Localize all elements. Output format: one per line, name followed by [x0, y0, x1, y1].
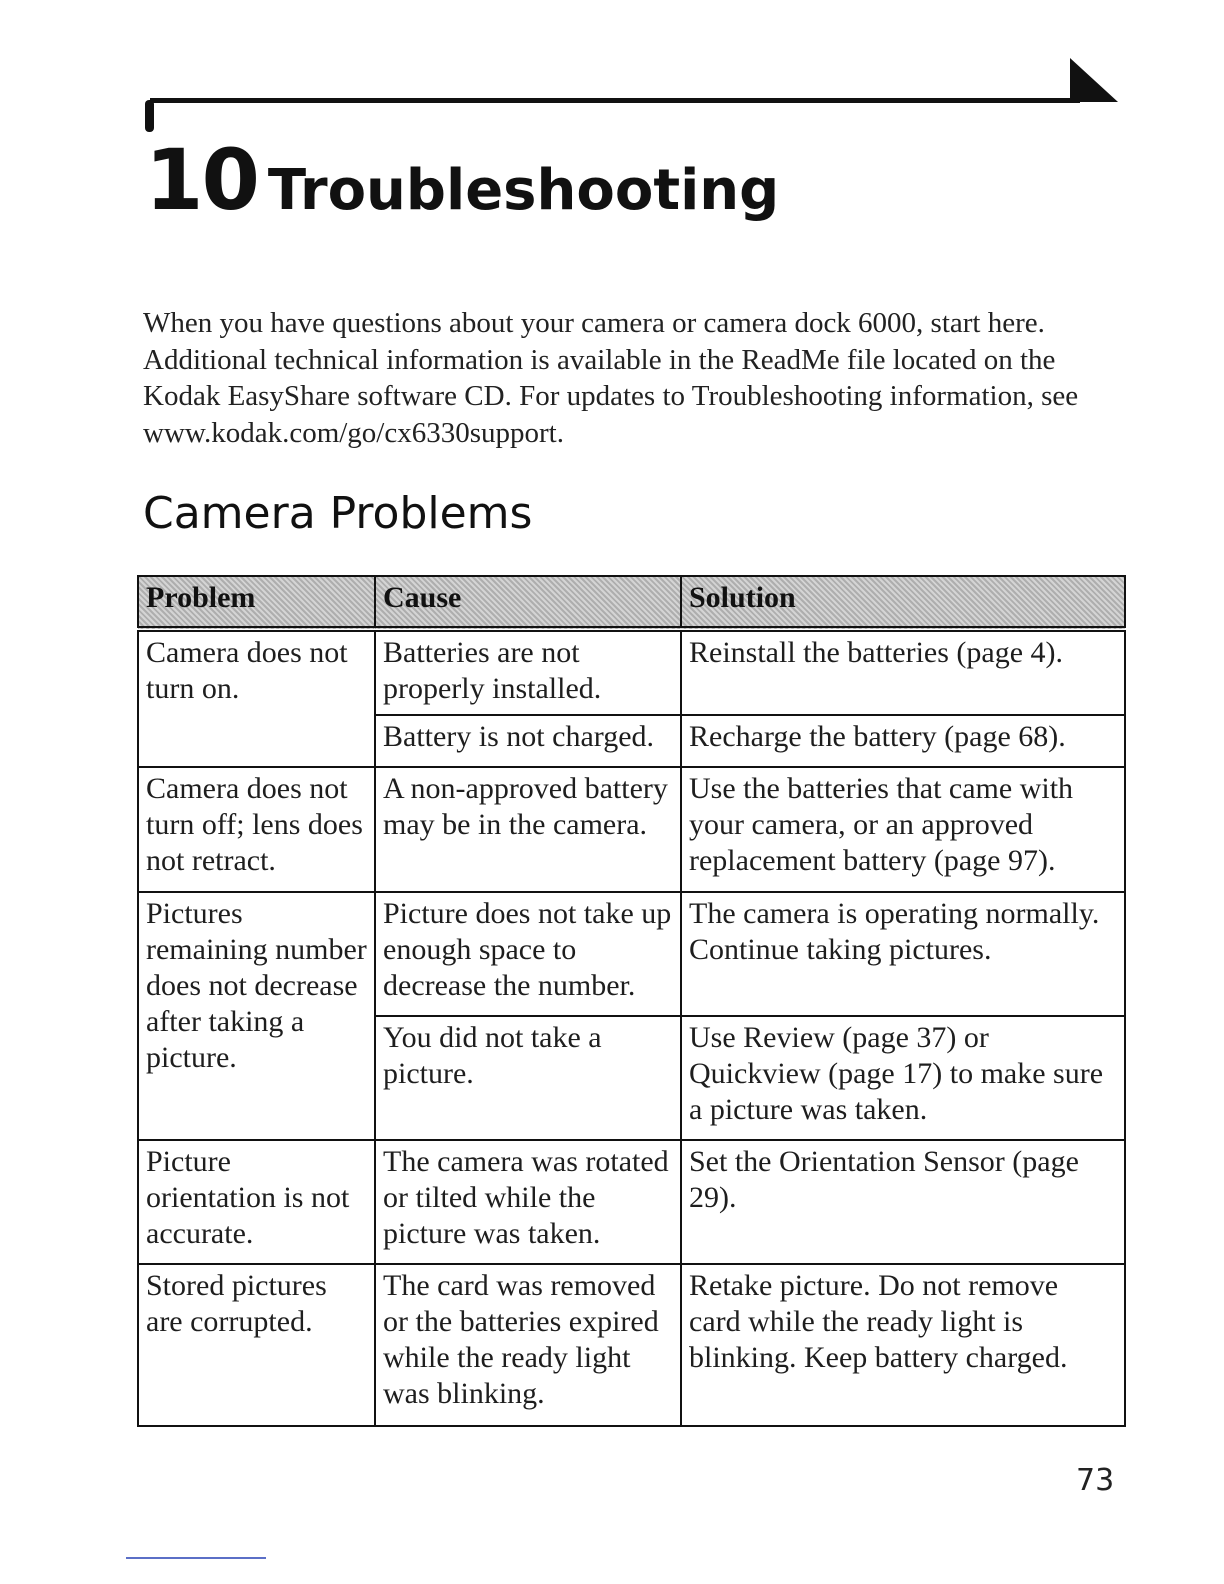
cause-cell: The card was removed or the batteries expired while the ready light was blinking.	[375, 1264, 681, 1426]
solution-cell: Retake picture. Do not remove card while the ready light is blinking. Keep battery charged.	[681, 1264, 1125, 1426]
problem-cell: Camera does not turn on.	[138, 629, 375, 767]
table-header-row	[138, 576, 1125, 629]
cause-cell: Batteries are not properly installed.	[375, 629, 681, 715]
solution-cell: Use the batteries that came with your camera, or an approved replacement battery (page 97).	[681, 767, 1125, 892]
header-solution: Solution	[681, 576, 1125, 629]
chapter-title: Troubleshooting	[267, 158, 780, 223]
problem-cell: Pictures remaining number does not decrease after taking a picture.	[138, 892, 375, 1140]
header-problem: Problem	[138, 576, 375, 629]
table-row	[138, 767, 1125, 892]
table-row	[138, 629, 1125, 715]
cause-cell: The camera was rotated or tilted while the picture was taken.	[375, 1140, 681, 1264]
solution-cell: Set the Orientation Sensor (page 29).	[681, 1140, 1125, 1264]
chapter-number: 10	[145, 131, 258, 229]
chapter-rule-dot	[145, 100, 154, 132]
problem-cell: Stored pictures are corrupted.	[138, 1264, 375, 1426]
solution-cell: Use Review (page 37) or Quickview (page 17) to make sure a picture was taken.	[681, 1016, 1125, 1140]
cause-cell: A non-approved battery may be in the camera.	[375, 767, 681, 892]
page-number: 73	[1076, 1463, 1115, 1498]
header-cause: Cause	[375, 576, 681, 629]
footer-rule	[126, 1557, 266, 1559]
problem-cell: Picture orientation is not accurate.	[138, 1140, 375, 1264]
cause-cell: Picture does not take up enough space to decrease the number.	[375, 892, 681, 1016]
section-title: Camera Problems	[143, 488, 533, 539]
problem-cell: Camera does not turn off; lens does not retract.	[138, 767, 375, 892]
table-row	[138, 892, 1125, 1016]
cause-cell: Battery is not charged.	[375, 715, 681, 767]
solution-cell: Recharge the battery (page 68).	[681, 715, 1125, 767]
chapter-rule-line	[150, 98, 1080, 103]
arrow-right-icon	[1070, 58, 1118, 104]
solution-cell: Reinstall the batteries (page 4).	[681, 629, 1125, 715]
chapter-heading	[145, 131, 780, 229]
table-row	[138, 1264, 1125, 1426]
intro-paragraph: When you have questions about your camera or camera dock 6000, start here. Additional technical information is available in the ReadMe file located on the Kodak EasyShare software CD. For updates to Troubleshooting information, see www.kodak.com/go/cx6330support.	[143, 307, 1079, 449]
solution-cell: The camera is operating normally. Continue taking pictures.	[681, 892, 1125, 1016]
table-row	[138, 1140, 1125, 1264]
troubleshooting-table	[137, 575, 1126, 1427]
cause-cell: You did not take a picture.	[375, 1016, 681, 1140]
